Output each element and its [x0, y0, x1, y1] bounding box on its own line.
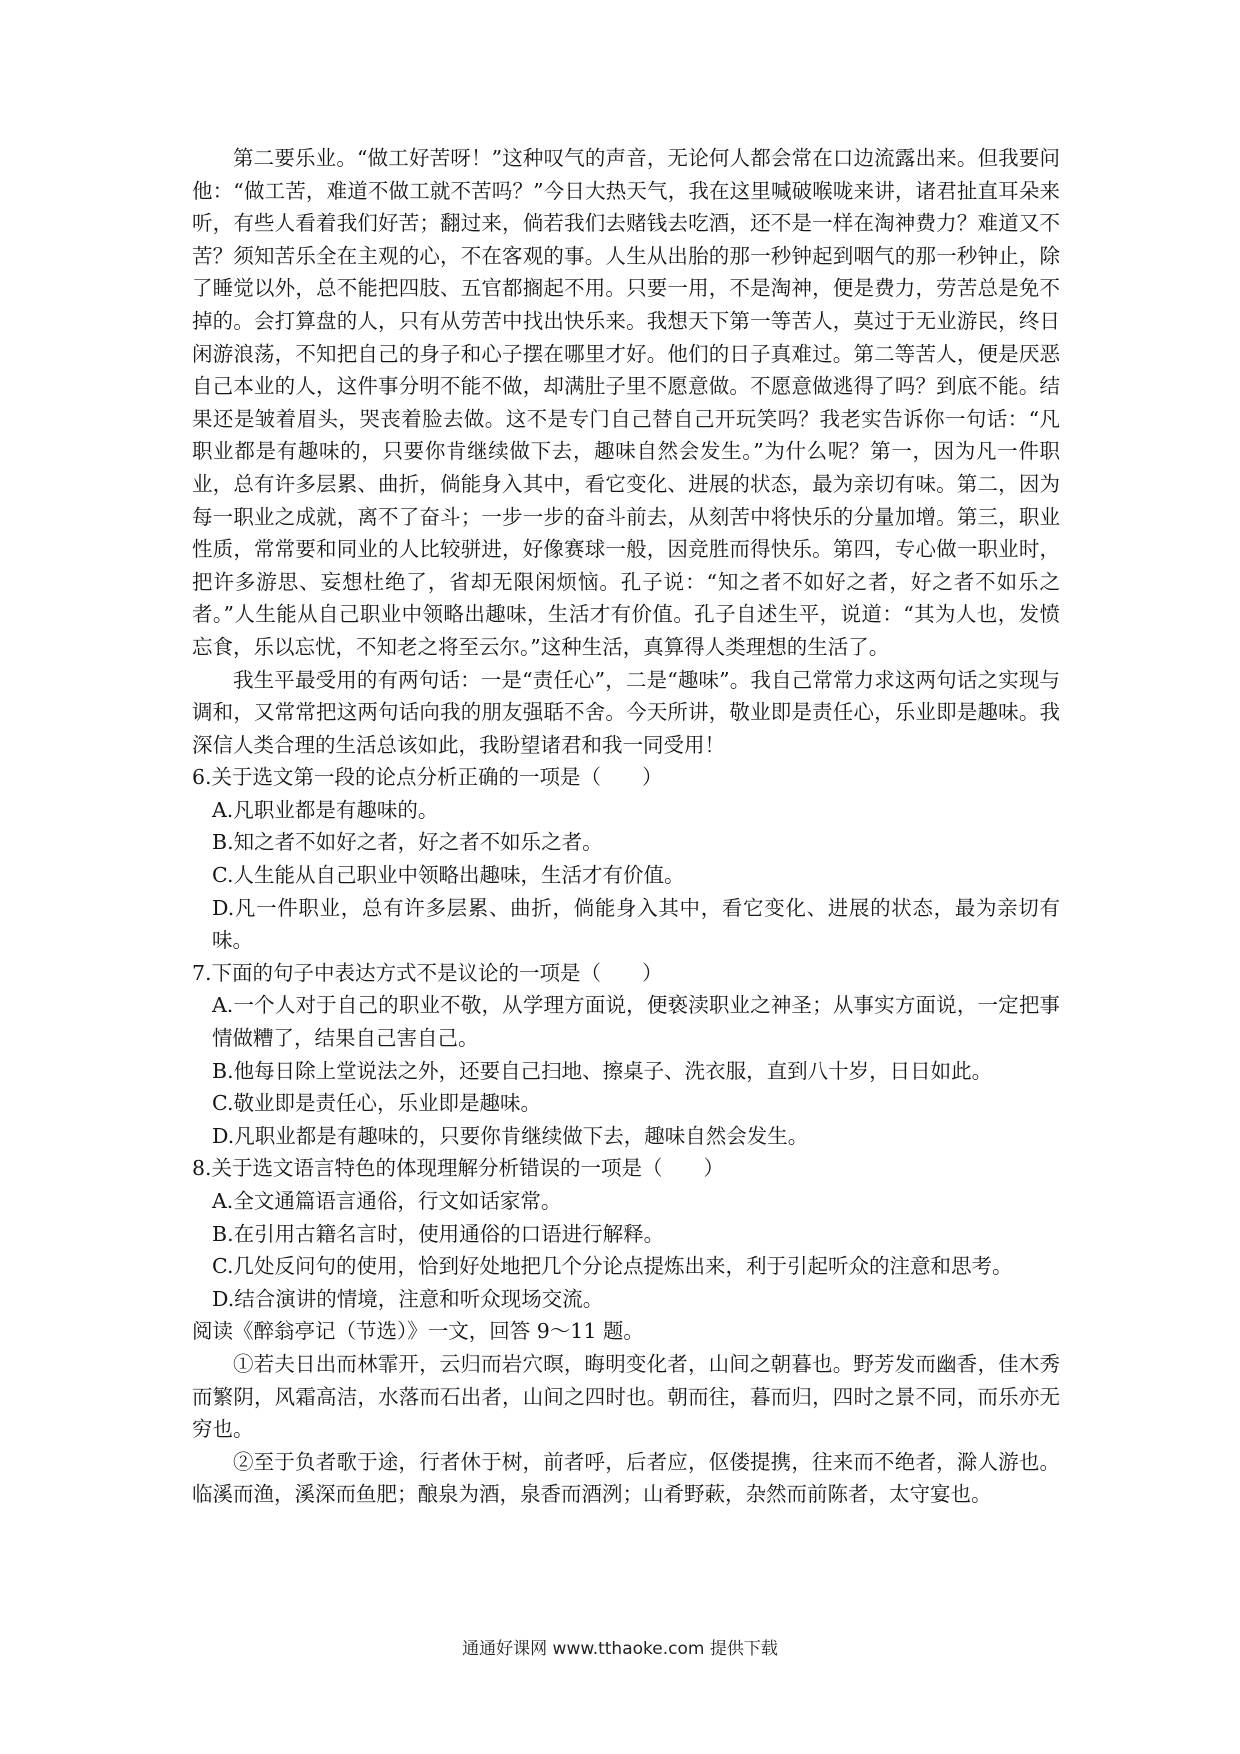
question-option: B.他每日除上堂说法之外，还要自己扫地、擦桌子、洗衣服，直到八十岁，日日如此。 [212, 1058, 993, 1083]
question-7 [192, 957, 1060, 1153]
question-8 [192, 1152, 1060, 1315]
question-option: B.在引用古籍名言时，使用通俗的口语进行解释。 [212, 1221, 665, 1246]
question-option: C.几处反问句的使用，恰到好处地把几个分论点提炼出来，利于引起听众的注意和思考。 [212, 1254, 1013, 1279]
question-option: A.凡职业都是有趣味的。 [212, 797, 439, 822]
question-option: D.结合演讲的情境，注意和听众现场交流。 [212, 1286, 604, 1311]
excerpt-paragraph-2: ②至于负者歌于途，行者休于树，前者呼，后者应，伛偻提携，往来而不绝者，滁人游也。临溪而渔，溪深而鱼肥；酿泉为酒，泉香而酒洌；山肴野蔌，杂然而前陈者，太守宴也。 [192, 1449, 1060, 1507]
question-stem: 6.关于选文第一段的论点分析正确的一项是（ ） [192, 765, 663, 790]
document-body [192, 142, 1060, 1511]
passage-paragraph-1: 第二要乐业。“做工好苦呀！”这种叹气的声音，无论何人都会常在口边流露出来。但我要问他：“做工苦，难道不做工就不苦吗？”今日大热天气，我在这里喊破喉咙来讲，诸君扯直耳朵来听，有些人看着我们好苦；翻过来，倘若我们去赌钱去吃酒，还不是一样在淘神费力？难道又不苦？须知苦乐全在主观的心，不在客观的事。人生从出胎的那一秒钟起到咽气的那一秒钟止，除了睡觉以外，总不能把四肢、五官都搁起不用。只要一用，不是淘神，便是费力，劳苦总是免不掉的。会打算盘的人，只有从劳苦中找出快乐来。我想天下第一等苦人，莫过于无业游民，终日闲游浪荡，不知把自己的身子和心子摆在哪里才好。他们的日子真难过。第二等苦人，便是厌恶自己本业的人，这件事分明不能不做，却满肚子里不愿意做。不愿意做逃得了吗？到底不能。结果还是皱着眉头，哭丧着脸去做。这不是专门自己替自己开玩笑吗？我老实告诉你一句话：“凡职业都是有趣味的，只要你肯继续做下去，趣味自然会发生。”为什么呢？第一，因为凡一件职业，总有许多层累、曲折，倘能身入其中，看它变化、进展的状态，最为亲切有味。第二，因为每一职业之成就，离不了奋斗；一步一步的奋斗前去，从刻苦中将快乐的分量加增。第三，职业性质，常常要和同业的人比较骈进，好像赛球一般，因竞胜而得快乐。第四，专心做一职业时，把许多游思、妄想杜绝了，省却无限闲烦恼。孔子说：“知之者不如好之者，好之者不如乐之者。”人生能从自己职业中领略出趣味，生活才有价值。孔子自述生平，说道：“其为人也，发愤忘食，乐以忘忧，不知老之将至云尔。”这种生活，真算得人类理想的生活了。 [192, 146, 1060, 659]
question-option: C.敬业即是责任心，乐业即是趣味。 [212, 1091, 541, 1116]
question-option: A.全文通篇语言通俗，行文如话家常。 [212, 1189, 562, 1213]
reading-intro: 阅读《醉翁亭记（节选）》一文，回答 9～11 题。 [192, 1319, 644, 1344]
question-option: B.知之者不如好之者，好之者不如乐之者。 [212, 830, 603, 855]
question-option: D.凡职业都是有趣味的，只要你肯继续做下去，趣味自然会发生。 [212, 1123, 809, 1148]
page-footer: 通通好课网 www.tthaoke.com 提供下载 [462, 1639, 778, 1659]
question-option: C.人生能从自己职业中领略出趣味，生活才有价值。 [212, 863, 685, 888]
passage-paragraph-2: 我生平最受用的有两句话：一是“责任心”，二是“趣味”。我自己常常力求这两句话之实现与调和，又常常把这两句话向我的朋友强聒不舍。今天所讲，敬业即是责任心，乐业即是趣味。我深信人类合理的生活总该如此，我盼望诸君和我一同受用！ [192, 667, 1060, 757]
question-stem: 7.下面的句子中表达方式不是议论的一项是（ ） [192, 960, 663, 985]
question-option: D.凡一件职业，总有许多层累、曲折，倘能身入其中，看它变化、进展的状态，最为亲切有味。 [212, 895, 1060, 953]
excerpt-paragraph-1: ①若夫日出而林霏开，云归而岩穴暝，晦明变化者，山间之朝暮也。野芳发而幽香，佳木秀而繁阴，风霜高洁，水落而石出者，山间之四时也。朝而往，暮而归，四时之景不同，而乐亦无穷也。 [192, 1351, 1060, 1442]
question-6 [192, 761, 1060, 957]
question-option: A.一个人对于自己的职业不敬，从学理方面说，便亵渎职业之神圣；从事实方面说，一定把事情做糟了，结果自己害自己。 [212, 993, 1060, 1051]
question-stem: 8.关于选文语言特色的体现理解分析错误的一项是（ ） [192, 1156, 725, 1181]
